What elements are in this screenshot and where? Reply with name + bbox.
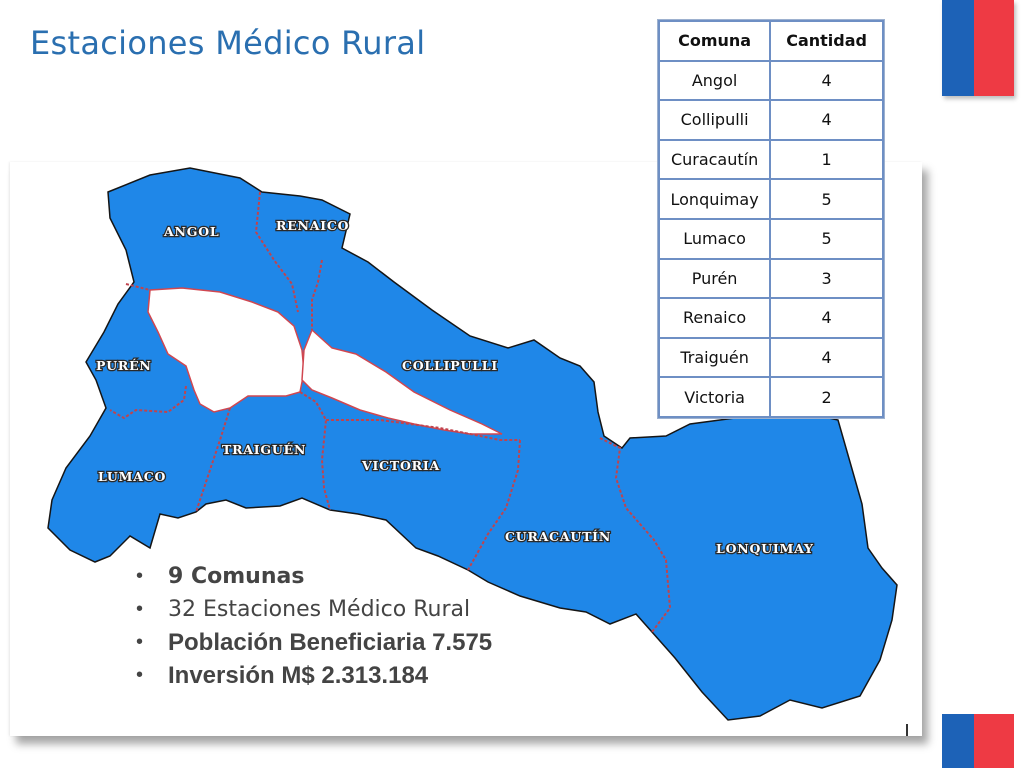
cell-comuna: Curacautín (659, 140, 770, 180)
column-header-cantidad: Cantidad (770, 21, 883, 61)
cell-cantidad: 5 (770, 219, 883, 259)
stations-table (658, 20, 884, 418)
bullet-glyph: • (136, 631, 144, 653)
list-item (136, 593, 492, 626)
cell-cantidad: 4 (770, 61, 883, 101)
page-title: Estaciones Médico Rural (30, 24, 426, 62)
column-header-comuna: Comuna (659, 21, 770, 61)
cell-cantidad: 4 (770, 100, 883, 140)
cell-cantidad: 5 (770, 179, 883, 219)
map-label-renaico: RENAICO (276, 218, 350, 233)
cell-comuna: Traiguén (659, 338, 770, 378)
cell-comuna: Collipulli (659, 100, 770, 140)
bullet-poblacion: Población Beneficiaria 7.575 (168, 629, 493, 656)
bullet-glyph: • (136, 565, 144, 587)
table-row (659, 338, 883, 378)
map-label-puren: PURÉN (96, 358, 152, 373)
bullet-comunas: 9 Comunas (168, 564, 305, 589)
map-label-curacautin: CURACAUTÍN (505, 529, 612, 544)
bullet-glyph: • (136, 664, 144, 686)
bullet-inversion: Inversión M$ 2.313.184 (168, 662, 429, 689)
map-label-traiguen: TRAIGUÉN (222, 442, 307, 457)
cell-comuna: Renaico (659, 298, 770, 338)
map-label-collipulli: COLLIPULLI (402, 358, 498, 373)
bullet-glyph: • (136, 598, 144, 620)
summary-bullet-list (136, 560, 492, 692)
bullet-estaciones: 32 Estaciones Médico Rural (168, 597, 471, 622)
cell-comuna: Lonquimay (659, 179, 770, 219)
table-row (659, 259, 883, 299)
cell-cantidad: 3 (770, 259, 883, 299)
table-row (659, 298, 883, 338)
table-row (659, 61, 883, 101)
table-row (659, 100, 883, 140)
map-label-lonquimay: LONQUIMAY (716, 541, 814, 556)
cell-comuna: Angol (659, 61, 770, 101)
cell-comuna: Victoria (659, 377, 770, 417)
table-row (659, 219, 883, 259)
map-label-lumaco: LUMACO (98, 469, 167, 484)
cell-comuna: Purén (659, 259, 770, 299)
list-item (136, 560, 492, 593)
frame-tick-mark (906, 724, 908, 736)
cell-cantidad: 4 (770, 298, 883, 338)
list-item (136, 659, 492, 692)
cell-cantidad: 2 (770, 377, 883, 417)
cell-cantidad: 4 (770, 338, 883, 378)
cell-comuna: Lumaco (659, 219, 770, 259)
map-label-victoria: VICTORIA (362, 458, 441, 473)
table-header-row (659, 21, 883, 61)
cell-cantidad: 1 (770, 140, 883, 180)
map-label-angol: ANGOL (164, 224, 220, 239)
list-item (136, 626, 492, 659)
table-row (659, 377, 883, 417)
table-row (659, 140, 883, 180)
table-row (659, 179, 883, 219)
